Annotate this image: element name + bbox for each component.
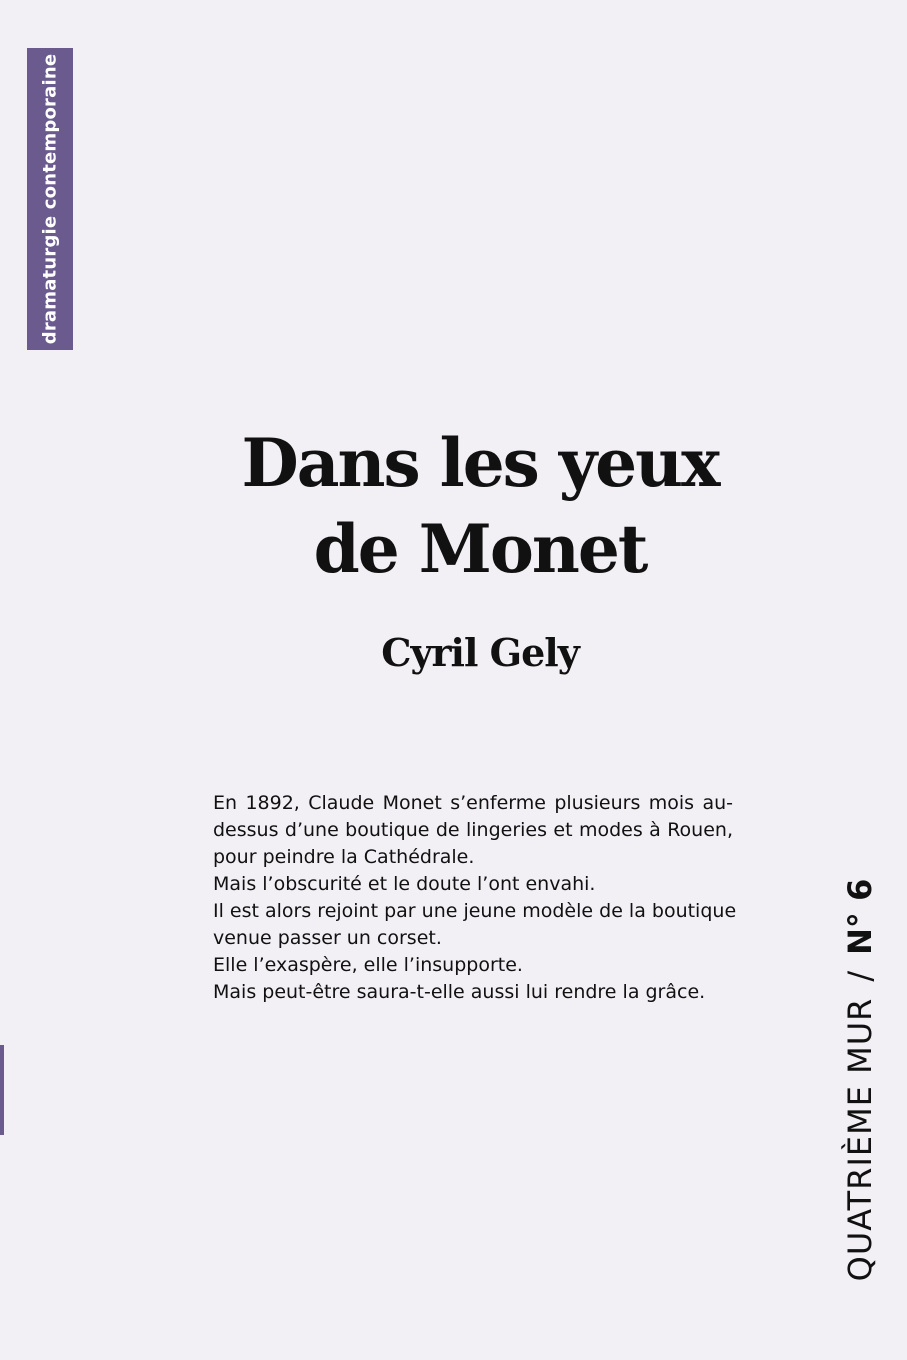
series-name: QUATRIÈME MUR [841,997,879,1282]
book-title-line-1: Dans les yeux [241,424,719,502]
series-separator: / [841,970,879,982]
book-title-line-2: de Monet [313,510,647,588]
blurb-line: Elle l’exaspère, elle l’insupporte. [213,954,523,976]
blurb-line: Il est alors rejoint par une jeune modèle de la boutique [213,900,737,922]
blurb-line: Mais peut-être saura-t-elle aussi lui rendre la grâce. [213,981,706,1003]
series-label [840,879,880,1282]
blurb-line: dessus d’une boutique de lingeries et modes à Rouen, [213,819,733,841]
book-author: Cyril Gely [381,630,579,675]
blurb-line: pour peindre la Cathédrale. [213,846,475,868]
blurb-line: En 1892, Claude Monet s’enferme plusieurs mois au- [213,792,733,814]
book-title [150,420,810,592]
blurb-line: Mais l’obscurité et le doute l’ont envahi. [213,873,596,895]
blurb-line: venue passer un corset. [213,927,442,949]
collection-tab [27,48,73,350]
back-cover-blurb [213,790,737,1006]
collection-label: dramaturgie contemporaine [39,53,61,345]
edge-mark [0,1045,4,1135]
series-number: N° 6 [841,878,879,955]
